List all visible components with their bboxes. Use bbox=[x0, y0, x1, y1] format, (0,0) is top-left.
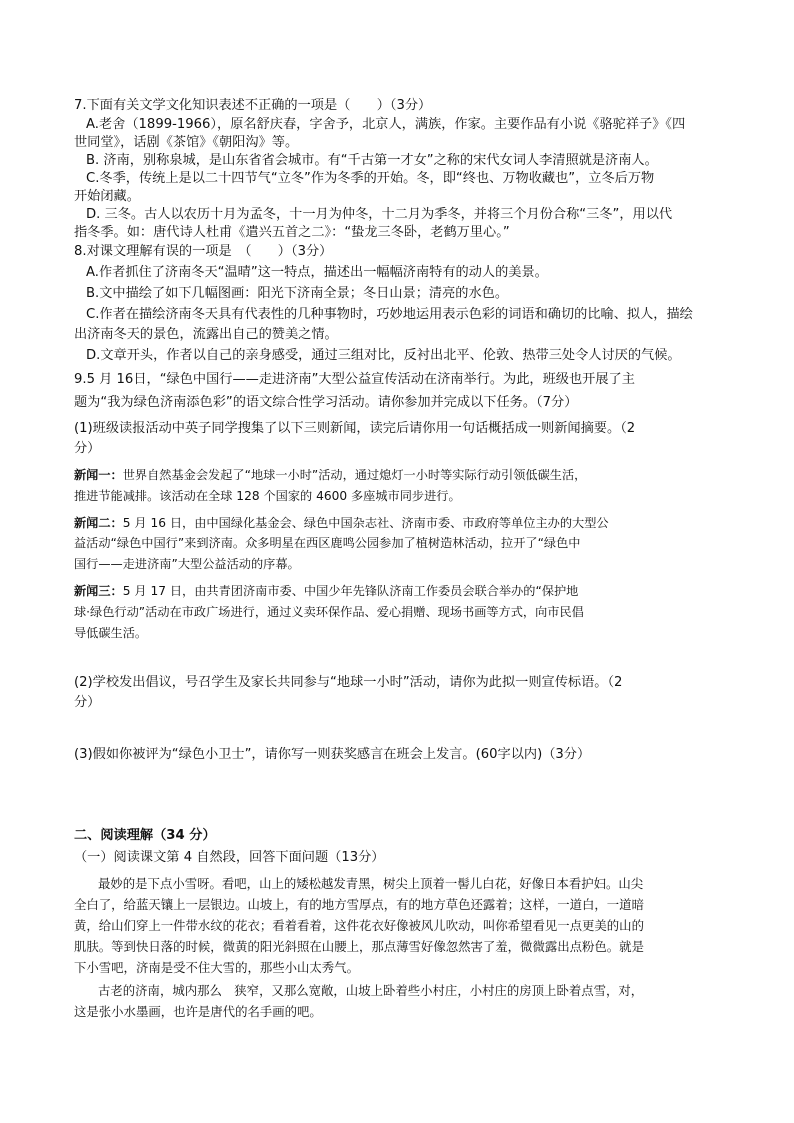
q9-stem-cont: 题为“我为绿色济南添色彩”的语文综合性学习活动。请你参加并完成以下任务。（7分） bbox=[74, 395, 578, 410]
q9-task-2-cont: 分） bbox=[74, 695, 101, 710]
news-2-label: 新闻二： bbox=[74, 516, 123, 530]
news-1-text: 世界自然基金会发起了“地球一小时”活动，通过熄灯一小时等实际行动引领低碳生活， bbox=[122, 468, 587, 482]
reading-line-6: 古老的济南，城内那么 狭窄，又那么宽敞，山坡上卧着些小村庄，小村庄的房顶上卧着点雪，对， bbox=[98, 983, 644, 998]
q8-option-b: B.文中描绘了如下几幅图画：阳光下济南全景；冬日山景；清亮的水色。 bbox=[86, 286, 509, 301]
q9-task-2: (2)学校发出倡议，号召学生及家长共同参与“地球一小时”活动，请你为此拟一则宣传标语。（2 bbox=[74, 675, 623, 690]
news-3-label: 新闻三： bbox=[74, 584, 123, 598]
news-1 bbox=[74, 466, 586, 484]
news-3 bbox=[74, 582, 578, 600]
news-1-cont: 推进节能减排。该活动在全球 128 个国家的 4600 多座城市同步进行。 bbox=[74, 489, 461, 503]
q7-option-b: B. 济南，别称泉城，是山东省省会城市。有“千古第一才女”之称的宋代女词人李清照就是济南人。 bbox=[86, 153, 658, 168]
q9-task-3: (3)假如你被评为“绿色小卫士”，请你写一则获奖感言在班会上发言。(60字以内)（3分） bbox=[74, 747, 591, 762]
q8-option-c: C.作者在描绘济南冬天具有代表性的几种事物时，巧妙地运用表示色彩的词语和确切的比喻、拟人，描绘 bbox=[86, 307, 693, 322]
q9-task-1: (1)班级读报活动中英子同学搜集了以下三则新闻，读完后请你用一句话概括成一则新闻摘要。（2 bbox=[74, 421, 636, 436]
q7-option-d: D. 三冬。古人以农历十月为孟冬，十一月为仲冬，十二月为季冬，并将三个月份合称“三冬”，用以代 bbox=[86, 207, 673, 222]
news-1-label: 新闻一： bbox=[74, 468, 123, 482]
news-2-cont: 益活动“绿色中国行”来到济南。众多明星在西区鹿鸣公园参加了植树造林活动，拉开了“绿色中 bbox=[74, 536, 581, 550]
q8-option-c-cont: 出济南冬天的景色，流露出自己的赞美之情。 bbox=[74, 327, 338, 342]
reading-line-1: 最妙的是下点小雪呀。看吧，山上的矮松越发青黑，树尖上顶着一髻儿白花，好像日本看护妇。山尖 bbox=[98, 876, 644, 891]
q9-stem: 9.5 月 16日，“绿色中国行——走进济南”大型公益宣传活动在济南举行。为此，班级也开展了主 bbox=[74, 372, 635, 387]
q8-option-d: D.文章开头，作者以自己的亲身感受，通过三组对比，反衬出北平、伦敦、热带三处令人讨厌的气候。 bbox=[86, 348, 681, 363]
q9-task-1-cont: 分） bbox=[74, 441, 101, 456]
q7-option-a: A.老舍（1899-1966），原名舒庆春，字舍予，北京人，满族，作家。主要作品有小说《骆驼祥子》《四 bbox=[86, 117, 686, 132]
reading-line-4: 肌肤。等到快日落的时候，微黄的阳光斜照在山腰上，那点薄雪好像忽然害了羞，微微露出点粉色。就是 bbox=[74, 939, 644, 954]
news-2 bbox=[74, 514, 609, 532]
news-3-text: 5 月 17 日，由共青团济南市委、中国少年先锋队济南工作委员会联合举办的“保护地 bbox=[122, 584, 579, 598]
q8-option-a: A.作者抓住了济南冬天“温晴”这一特点，描述出一幅幅济南特有的动人的美景。 bbox=[86, 265, 548, 280]
q7-option-c-cont: 开始闭藏。 bbox=[74, 189, 140, 204]
news-2-text: 5 月 16 日，由中国绿化基金会、绿色中国杂志社、济南市委、市政府等单位主办的大型公 bbox=[122, 516, 609, 530]
news-3-cont2: 导低碳生活。 bbox=[74, 626, 148, 640]
q8-stem: 8.对课文理解有误的一项是 （ ）（3分） bbox=[74, 244, 333, 259]
reading-line-5: 下小雪吧，济南是受不住大雪的，那些小山太秀气。 bbox=[74, 960, 359, 975]
section-2-title: 二、阅读理解（34 分） bbox=[74, 828, 216, 843]
news-2-cont2: 国行——走进济南”大型公益活动的序幕。 bbox=[74, 557, 300, 571]
reading-line-2: 全白了，给蓝天镶上一层银边。山坡上，有的地方雪厚点，有的地方草色还露着；这样，一道白，一道暗 bbox=[74, 897, 644, 912]
reading-line-7: 这是张小水墨画，也许是唐代的名手画的吧。 bbox=[74, 1004, 322, 1019]
section-2-subtitle: （一）阅读课文第 4 自然段，回答下面问题（13分） bbox=[74, 850, 385, 865]
q7-option-d-cont: 指冬季。如：唐代诗人杜甫《遣兴五首之二》：“蛰龙三冬卧，老鹤万里心。” bbox=[74, 225, 510, 240]
q7-option-c: C.冬季，传统上是以二十四节气“立冬”作为冬季的开始。冬，即“终也、万物收藏也”，立冬后万物 bbox=[86, 171, 655, 186]
q7-option-a-cont: 世同堂》，话剧《茶馆》《朝阳沟》等。 bbox=[74, 135, 299, 150]
q7-stem: 7.下面有关文学文化知识表述不正确的一项是（ ）（3分） bbox=[74, 98, 432, 113]
reading-line-3: 黄，给山们穿上一件带水纹的花衣；看着看着，这件花衣好像被风儿吹动，叫你希望看见一点更美的山的 bbox=[74, 918, 644, 933]
news-3-cont: 球·绿色行动”活动在市政广场进行，通过义卖环保作品、爱心捐赠、现场书画等方式，向市民倡 bbox=[74, 605, 584, 619]
